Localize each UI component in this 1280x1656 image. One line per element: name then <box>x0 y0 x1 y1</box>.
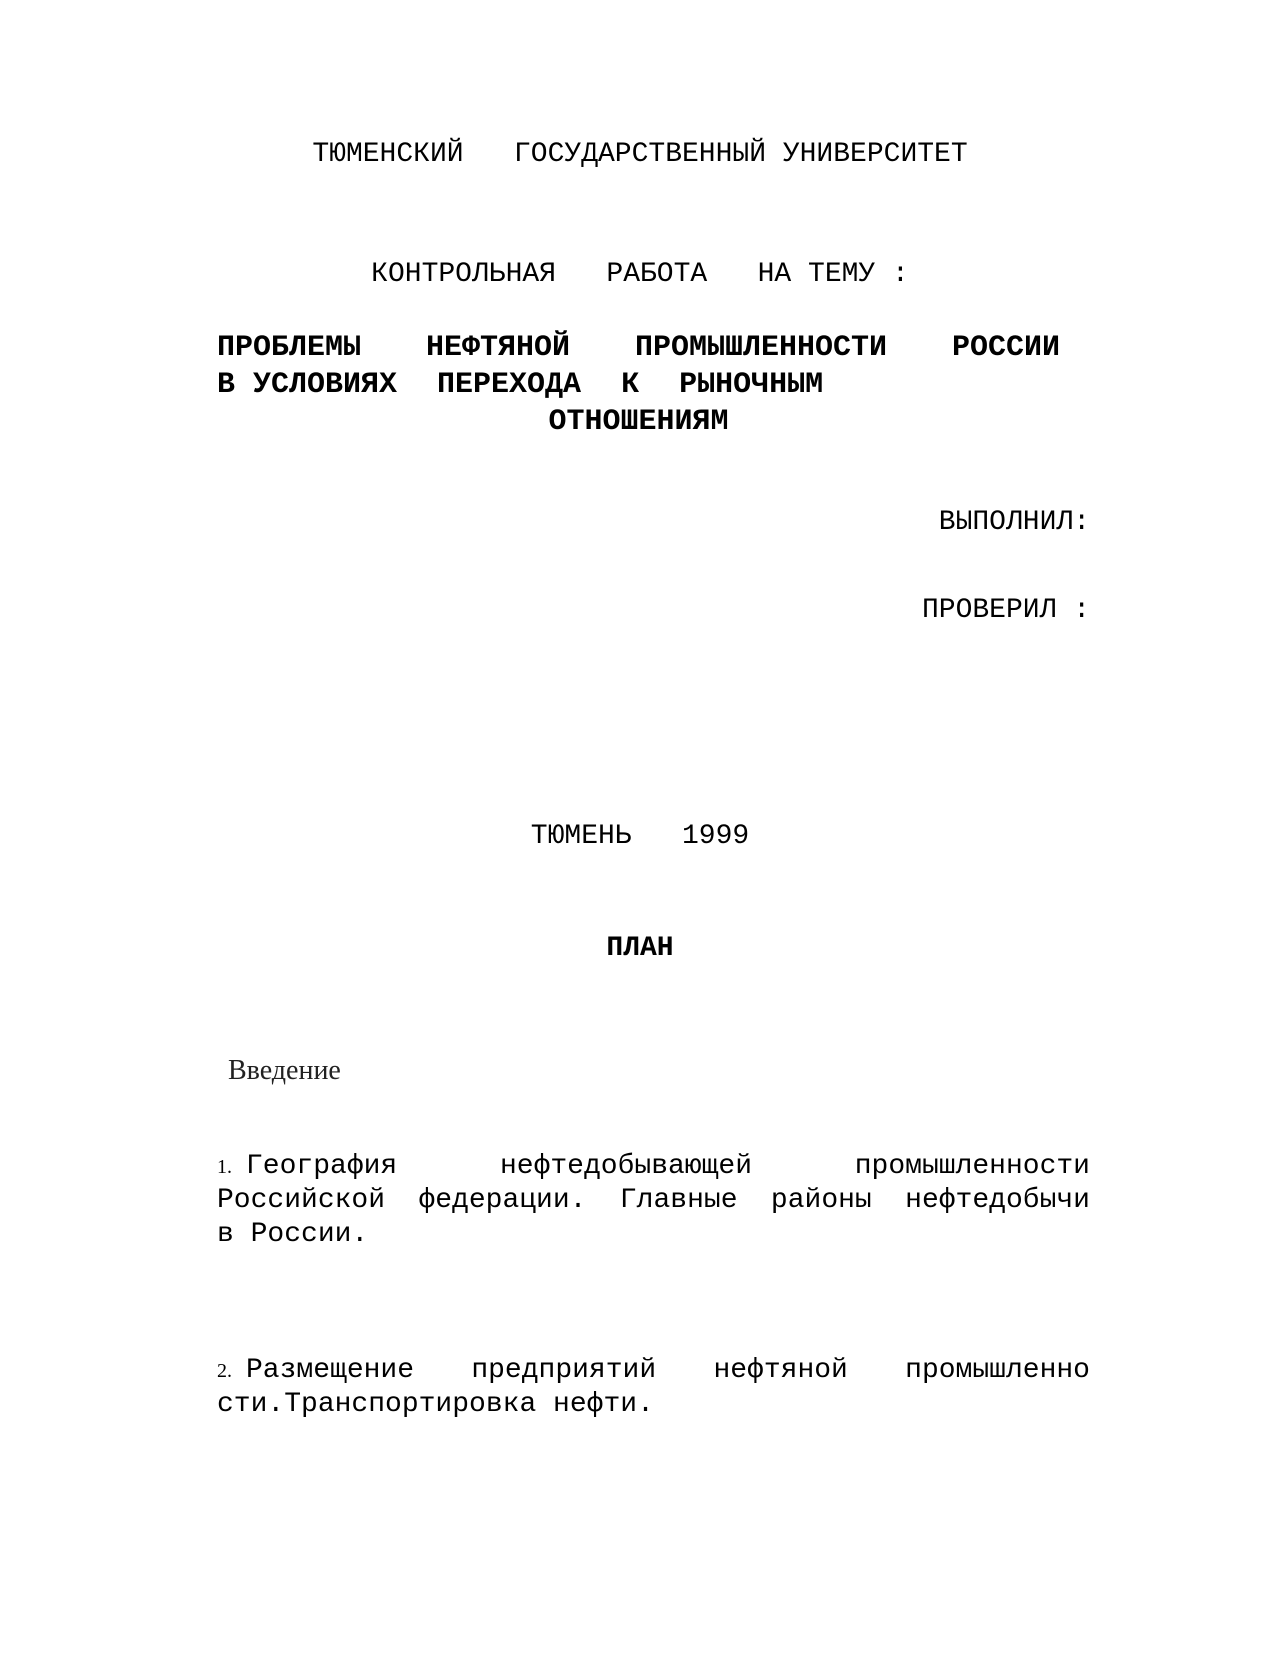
title-word: ПРОМЫШЛЕННОСТИ <box>634 331 888 365</box>
plan-item-2 <box>217 1354 1090 1422</box>
title-row-2 <box>217 367 1060 404</box>
plan-intro: Введение <box>228 1055 341 1086</box>
plan-item-line <box>217 1150 1090 1184</box>
plan-word: Размещение <box>246 1355 415 1386</box>
plan-word: сти.Транспортировка нефти. <box>217 1389 654 1420</box>
plan-word: Российской <box>217 1185 386 1216</box>
title-word: ОТНОШЕНИЯМ <box>548 405 729 439</box>
plan-word: федерации. <box>418 1185 587 1216</box>
plan-word: предприятий <box>471 1355 657 1386</box>
title-word: РОССИИ <box>951 331 1060 365</box>
plan-item-number: 1. <box>217 1156 232 1178</box>
university-name: ТЮМЕНСКИЙ ГОСУДАРСТВЕННЫЙ УНИВЕРСИТЕТ <box>312 139 968 170</box>
checked-by-label: ПРОВЕРИЛ : <box>921 595 1090 626</box>
title-word: ПЕРЕХОДА <box>437 368 582 402</box>
plan-word: нефтедобычи <box>905 1185 1090 1216</box>
plan-heading: ПЛАН <box>606 933 674 964</box>
plan-item-first-word <box>217 1354 414 1388</box>
title-row-3 <box>217 404 1060 441</box>
plan-item-line <box>217 1218 1090 1252</box>
plan-word: нефтедобывающей <box>499 1151 753 1182</box>
plan-item-number: 2. <box>217 1360 232 1382</box>
title-word: НЕФТЯНОЙ <box>425 331 571 365</box>
performed-by-label: ВЫПОЛНИЛ: <box>938 507 1090 538</box>
title-word: ПРОБЛЕМЫ <box>217 331 362 365</box>
plan-item-first-word <box>217 1150 397 1184</box>
plan-word: нефтяной <box>713 1355 848 1386</box>
plan-word: промышленности <box>854 1151 1090 1182</box>
title-word: К <box>621 368 640 402</box>
work-title <box>217 330 1060 441</box>
plan-word: в России. <box>217 1219 369 1250</box>
title-word: РЫНОЧНЫМ <box>679 368 824 402</box>
plan-item-1 <box>217 1150 1090 1252</box>
plan-word: Главные <box>619 1185 738 1216</box>
plan-word: районы <box>770 1185 872 1216</box>
work-type-line: КОНТРОЛЬНАЯ РАБОТА НА ТЕМУ : <box>371 259 909 290</box>
plan-item-line <box>217 1388 1090 1422</box>
plan-word: География <box>246 1151 398 1182</box>
title-word: В УСЛОВИЯХ <box>217 368 398 402</box>
plan-item-line <box>217 1184 1090 1218</box>
title-row-1 <box>217 330 1060 367</box>
plan-word: промышленно <box>905 1355 1090 1386</box>
city-year: ТЮМЕНЬ 1999 <box>530 821 750 852</box>
plan-item-line <box>217 1354 1090 1388</box>
